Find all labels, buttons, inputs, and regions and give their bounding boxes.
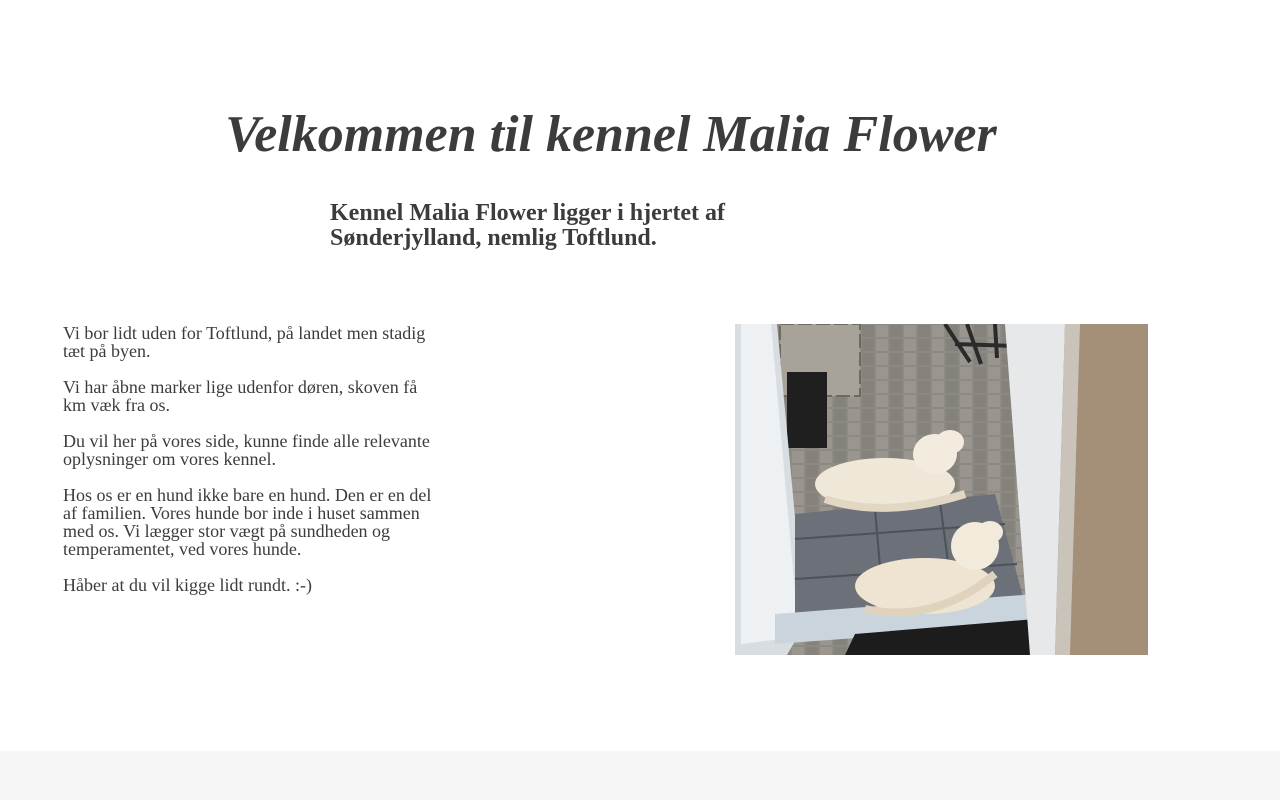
intro-paragraph: Vi har åbne marker lige udenfor døren, skoven få km væk fra os. <box>63 377 418 415</box>
intro-text <box>63 324 443 612</box>
page-subtitle: Kennel Malia Flower ligger i hjertet af Sønderjylland, nemlig Toftlund. <box>330 200 726 251</box>
page-title: Velkommen til kennel Malia Flower <box>225 106 997 163</box>
intro-paragraph: Håber at du vil kigge lidt rundt. :-) <box>63 575 312 595</box>
intro-paragraph: Vi bor lidt uden for Toftlund, på landet men stadig tæt på byen. <box>63 323 426 361</box>
dogs-photo <box>735 324 1148 655</box>
intro-paragraph: Hos os er en hund ikke bare en hund. Den er en del af familien. Vores hunde bor inde i huset sammen med os. Vi lægger stor vægt på sundheden og temperamentet, ved vores hunde. <box>63 485 432 559</box>
intro-paragraph: Du vil her på vores side, kunne finde alle relevante oplysninger om vores kennel. <box>63 431 430 469</box>
footer <box>0 751 1280 800</box>
